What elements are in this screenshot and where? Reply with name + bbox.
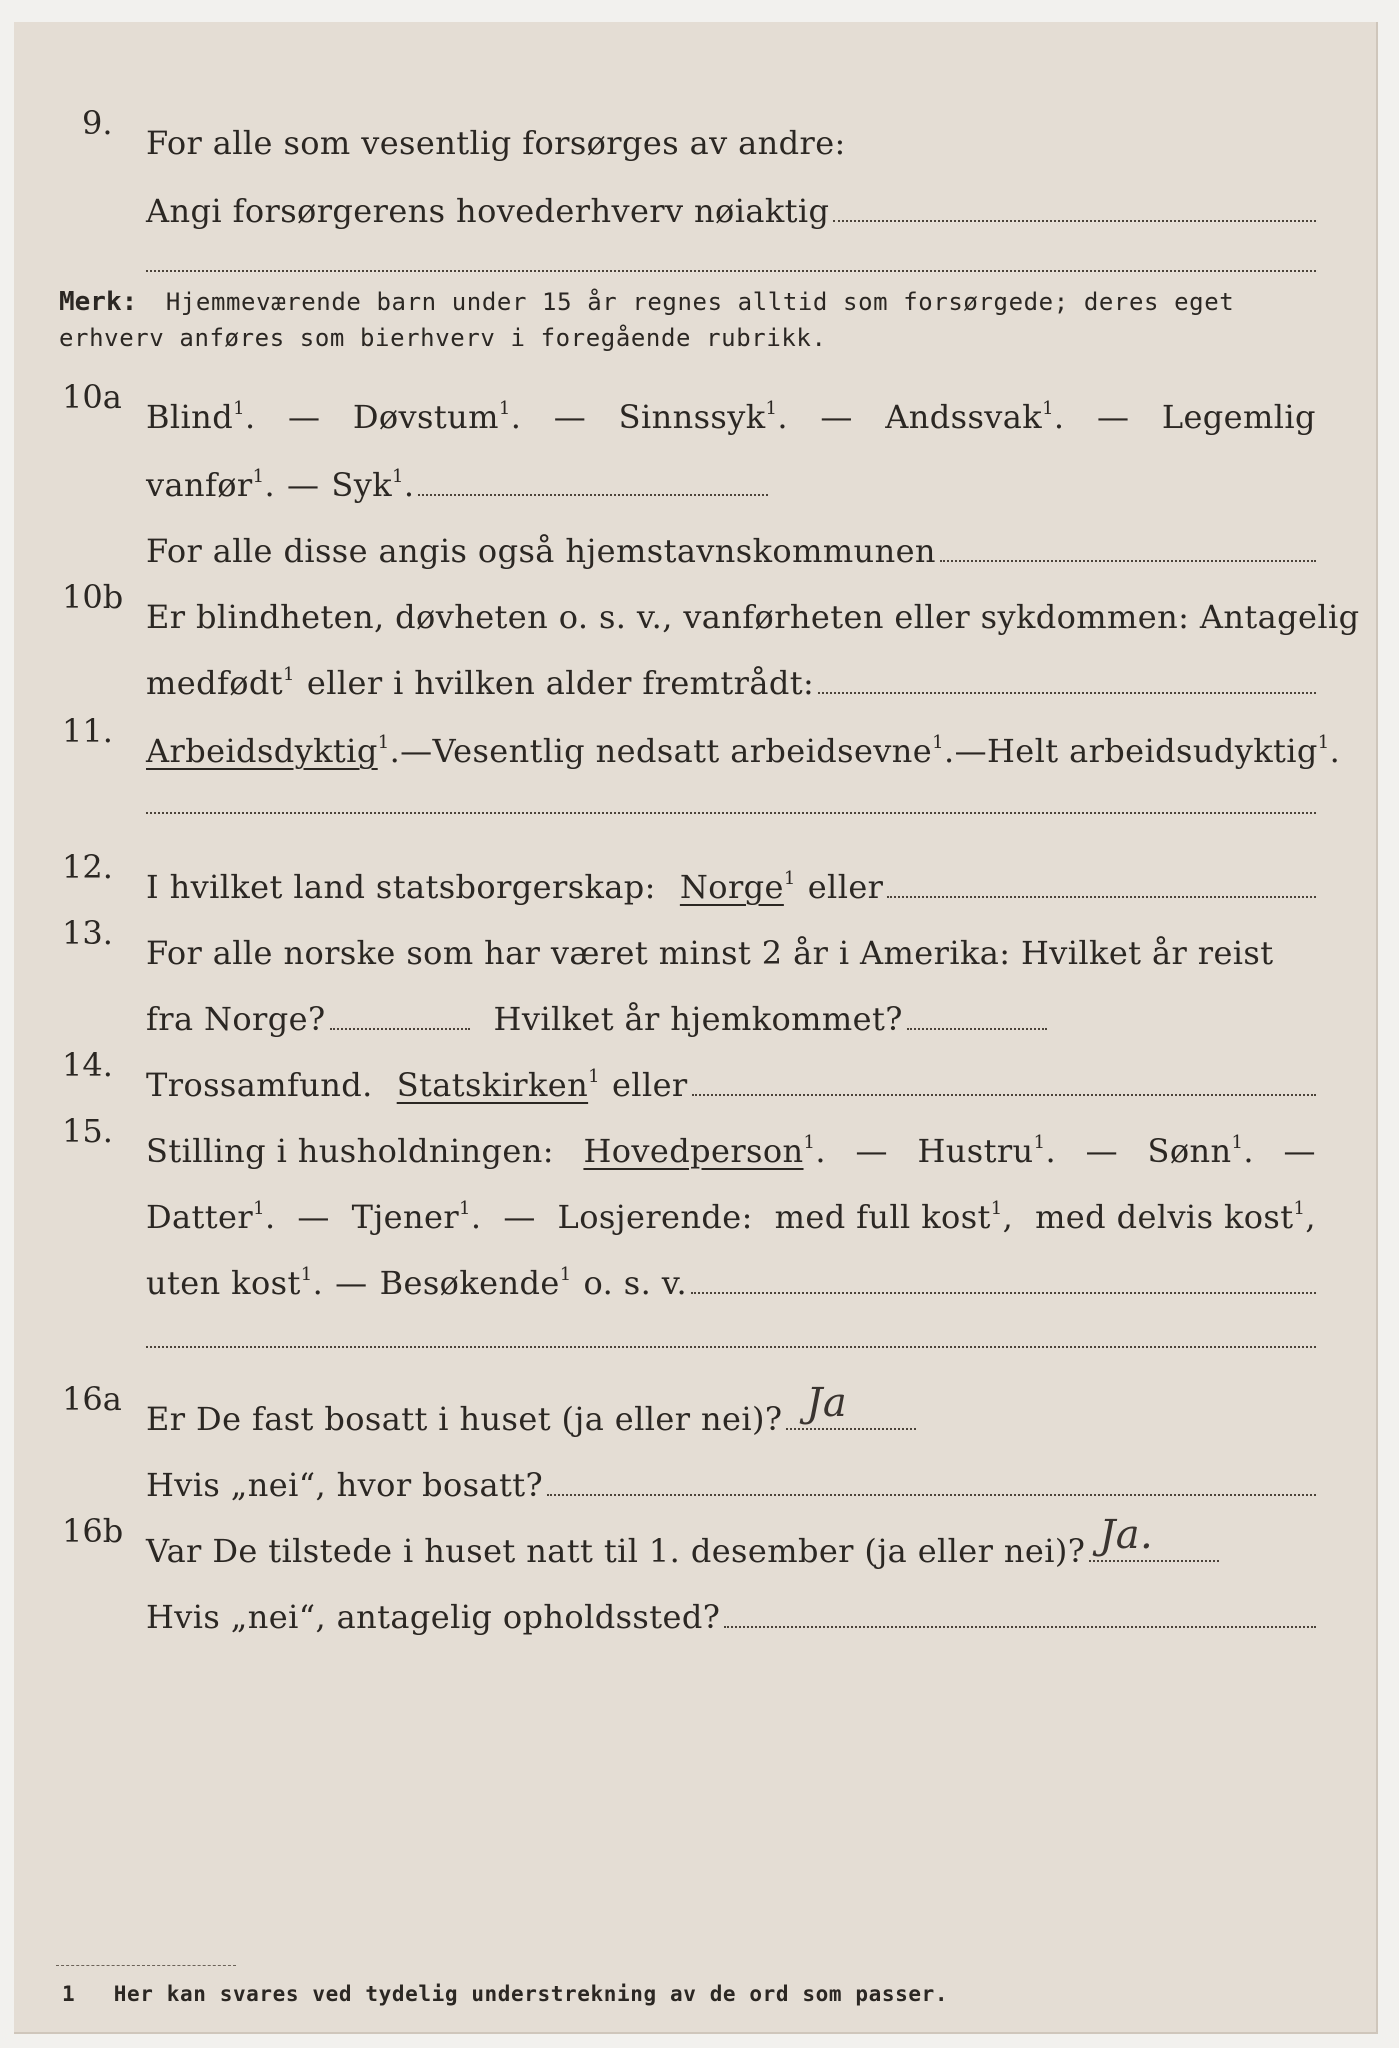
opt-sinnssyk[interactable]: Sinnssyk [618, 398, 766, 436]
q9-line2: Angi forsørgerens hovederhverv nøiaktig [146, 164, 1316, 230]
census-form-page [14, 22, 1378, 2034]
opt-tjener[interactable]: Tjener [351, 1198, 460, 1236]
question-number-16a: 16a [62, 1380, 122, 1418]
footnote: 1 Her kan svares ved tydelig understrekning av de ord som passer. [62, 1982, 949, 2006]
q10b-line2: medfødt$^1$ eller i hvilken alder fremtrådt: [146, 636, 1316, 702]
q16a-line2: Hvis „nei“, hvor bosatt? [146, 1438, 1316, 1504]
opt-syk[interactable]: Syk [331, 466, 393, 504]
fast-bosatt-field[interactable] [786, 1380, 916, 1430]
handwritten-answer-16b: Ja. [1099, 1512, 1154, 1558]
q10b-alder-field[interactable] [818, 692, 1316, 694]
reist-ar-field[interactable] [330, 1028, 470, 1030]
q10a-syk-field[interactable] [418, 494, 768, 496]
question-number-11: 11. [62, 712, 113, 750]
question-number-14: 14. [62, 1046, 113, 1084]
opt-med-delvis-kost[interactable]: med delvis kost [1035, 1198, 1294, 1236]
q15-line1: Stilling i husholdningen: Hovedperson$^1$. — Hustru$^1$. — Sønn$^1$. — [146, 1132, 1316, 1170]
q15-extra-line[interactable] [146, 1346, 1316, 1348]
q10a-line1: Blind$^1$. — Døvstum$^1$. — Sinnssyk$^1$. — Andssvak$^1$. — Legemlig [146, 398, 1316, 436]
footnote-divider [56, 1965, 236, 1966]
opholdssted-field[interactable] [724, 1626, 1316, 1628]
q9-answer-field[interactable] [833, 220, 1316, 222]
q9-line1: For alle som vesentlig forsørges av andre: [146, 124, 846, 162]
stilling-field[interactable] [691, 1292, 1316, 1294]
statsborgerskap-field[interactable] [887, 896, 1316, 898]
q10b-line1: Er blindheten, døvheten o. s. v., vanførheten eller sykdommen: Antagelig [146, 598, 1360, 636]
q11-extra-line[interactable] [146, 812, 1316, 814]
opt-sonn[interactable]: Sønn [1147, 1132, 1232, 1170]
tilstede-field[interactable] [1089, 1512, 1219, 1562]
q15-line2: Datter$^1$. — Tjener$^1$. — Losjerende: med full kost$^1$, med delvis kost$^1$, [146, 1198, 1316, 1236]
question-number-12: 12. [62, 848, 113, 886]
opt-arbeidsdyktig[interactable]: Arbeidsdyktig [146, 732, 378, 770]
opt-medfodt[interactable]: medfødt [146, 664, 284, 702]
q16b-line1: Var De tilstede i huset natt til 1. desember (ja eller nei)? Ja. [146, 1504, 1316, 1570]
opt-vanfor[interactable]: vanfør [146, 466, 253, 504]
q13-line2: fra Norge? Hvilket år hjemkommet? [146, 972, 1316, 1038]
opt-dovstum[interactable]: Døvstum [352, 398, 499, 436]
handwritten-answer-16a: Ja [806, 1380, 848, 1426]
q11-line1: Arbeidsdyktig$^1$. — Vesentlig nedsatt arbeidsevne$^1$. — Helt arbeidsudyktig$^1$. [146, 732, 1341, 770]
opt-blind[interactable]: Blind [146, 398, 234, 436]
q10a-line3: For alle disse angis også hjemstavnskommunen [146, 504, 1316, 570]
question-number-13: 13. [62, 914, 113, 952]
q10a-line2: vanfør$^1$. — Syk$^1$. [146, 438, 1316, 504]
hjemkommet-ar-field[interactable] [907, 1028, 1047, 1030]
question-number-16b: 16b [62, 1512, 124, 1550]
opt-norge[interactable]: Norge [679, 868, 784, 906]
q9-extra-line[interactable] [146, 270, 1316, 272]
opt-med-full-kost[interactable]: med full kost [774, 1198, 991, 1236]
opt-hovedperson[interactable]: Hovedperson [583, 1132, 804, 1170]
merk-note: Merk: Hjemmeværende barn under 15 år regnes alltid som forsørgede; deres eget erhverv anføres som bierhverv i foregående rubrikk. [59, 287, 1235, 352]
opt-statskirken[interactable]: Statskirken [396, 1066, 589, 1104]
opt-nedsatt-arbeidsevne[interactable]: Vesentlig nedsatt arbeidsevne [432, 732, 933, 770]
q13-line1: For alle norske som har været minst 2 år i Amerika: Hvilket år reist [146, 934, 1274, 972]
opt-hustru[interactable]: Hustru [917, 1132, 1034, 1170]
hvor-bosatt-field[interactable] [547, 1494, 1316, 1496]
opt-datter[interactable]: Datter [146, 1198, 254, 1236]
opt-arbeidsudyktig[interactable]: Helt arbeidsudyktig [986, 732, 1318, 770]
q14-line: Trossamfund. Statskirken$^1$ eller [146, 1038, 1316, 1104]
question-number-10b: 10b [62, 578, 124, 616]
opt-uten-kost[interactable]: uten kost [146, 1264, 301, 1302]
opt-legemlig[interactable]: Legemlig [1161, 398, 1316, 436]
trossamfund-field[interactable] [692, 1094, 1316, 1096]
opt-besokende[interactable]: Besøkende [379, 1264, 560, 1302]
question-number-10a: 10a [62, 378, 122, 416]
question-number-15: 15. [62, 1112, 113, 1150]
opt-andssvak[interactable]: Andssvak [885, 398, 1043, 436]
q15-line3: uten kost$^1$. — Besøkende$^1$ o. s. v. [146, 1236, 1316, 1302]
question-number-9: 9. [82, 104, 113, 142]
hjemstavnskommune-field[interactable] [940, 560, 1316, 562]
q16a-line1: Er De fast bosatt i huset (ja eller nei)? Ja [146, 1372, 1316, 1438]
q16b-line2: Hvis „nei“, antagelig opholdssted? [146, 1570, 1316, 1636]
q12-line: I hvilket land statsborgerskap: Norge$^1$ eller [146, 840, 1316, 906]
